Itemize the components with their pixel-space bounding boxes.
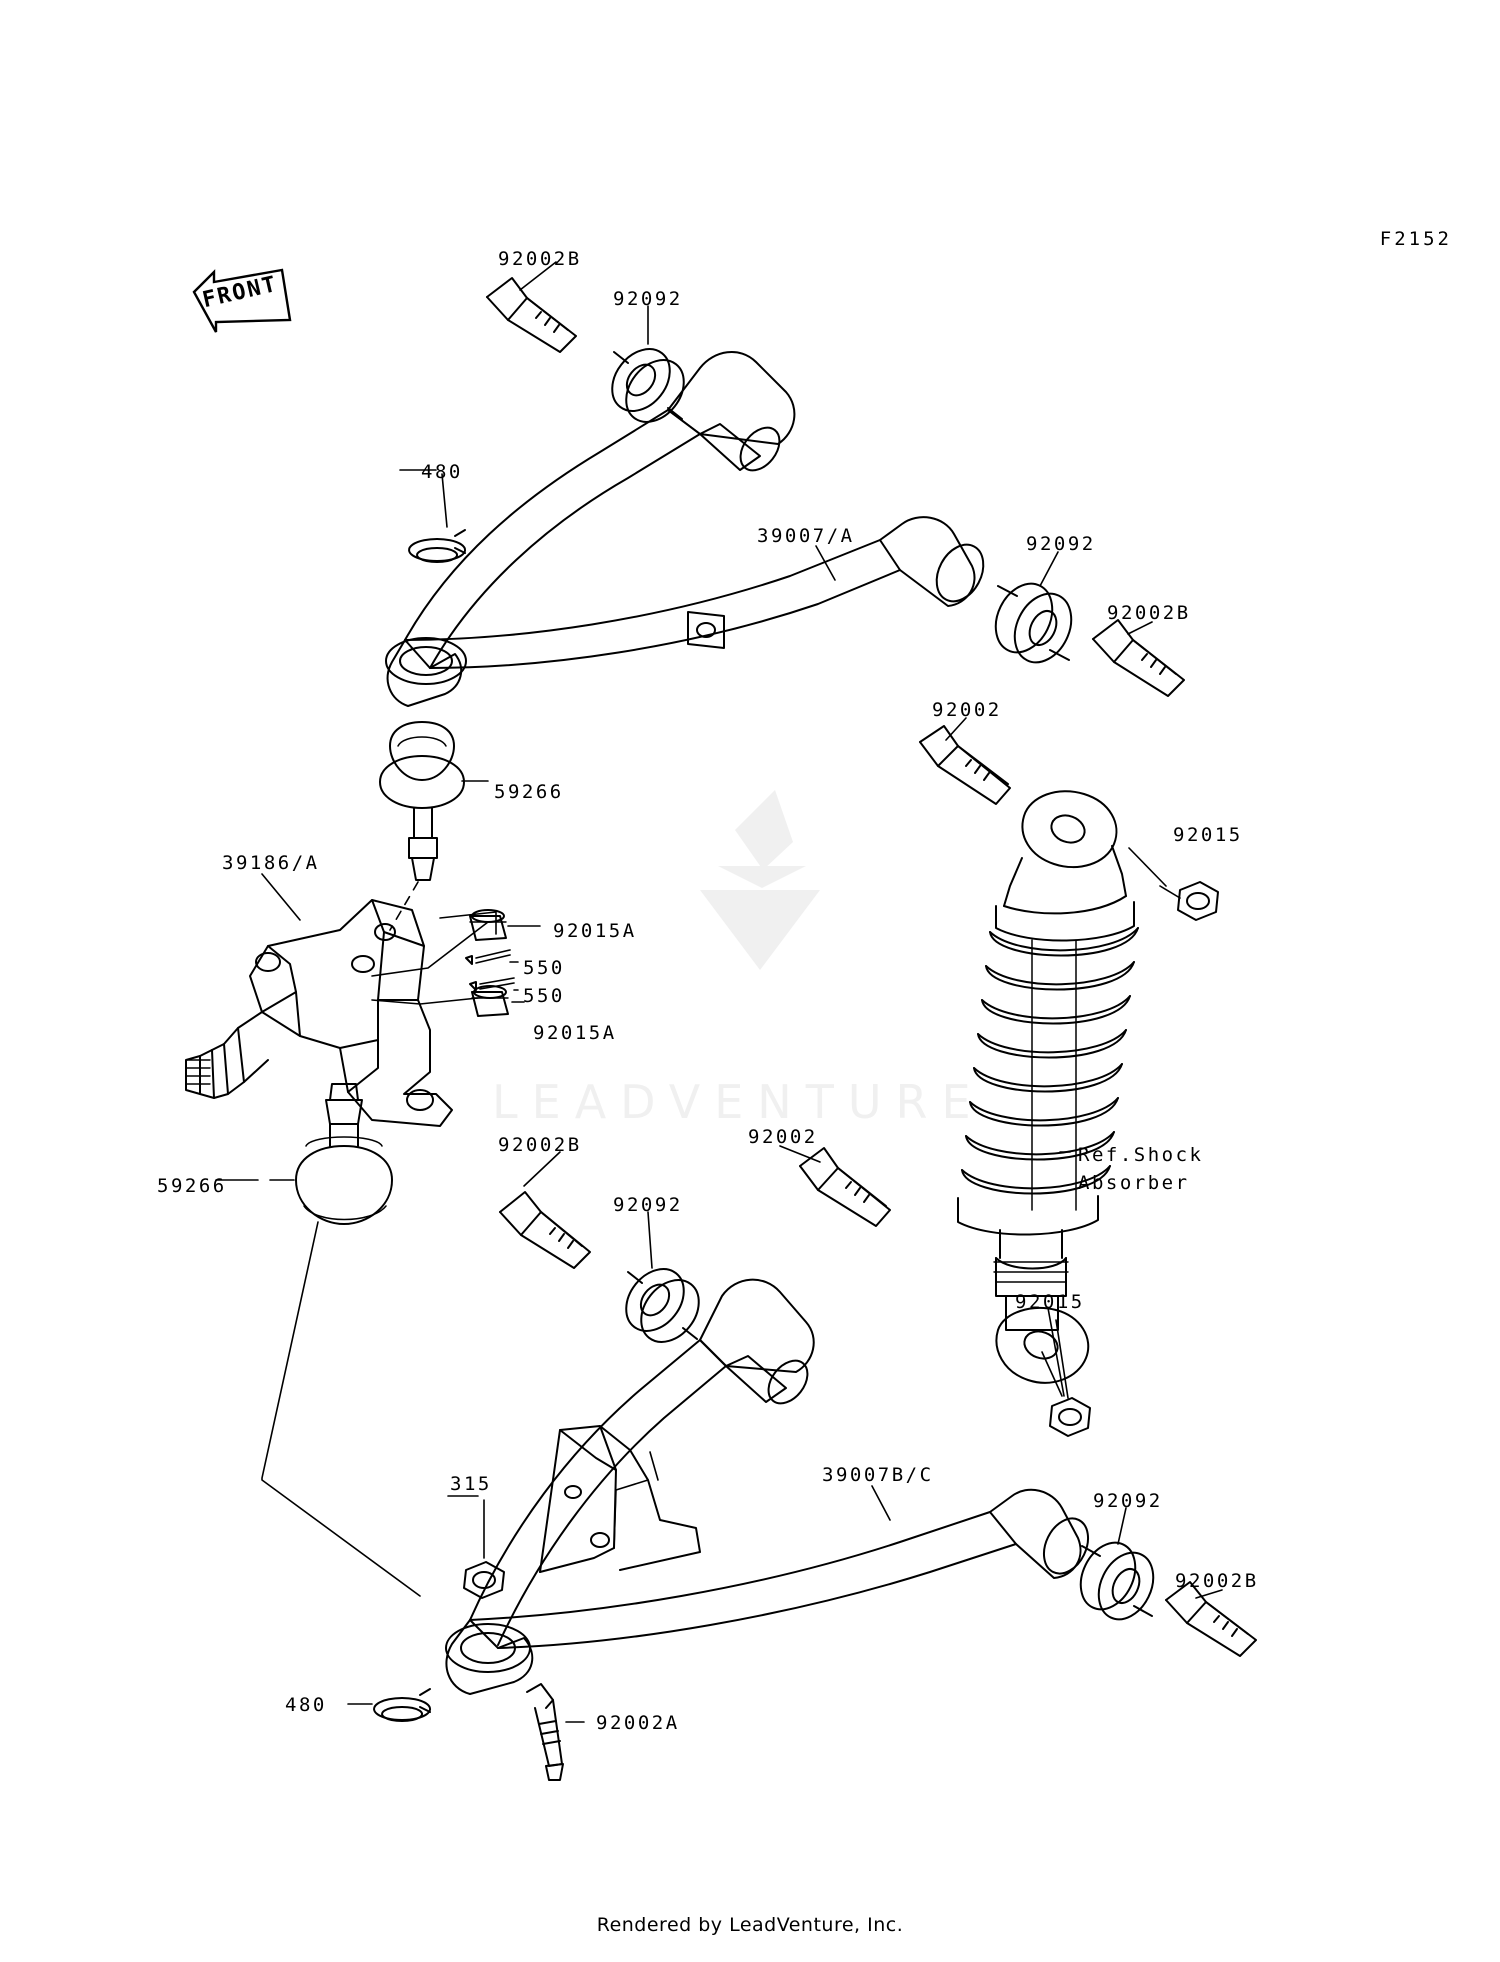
callout-550-lower: 550 [523,985,565,1007]
svg-text:LEADVENTURE: LEADVENTURE [492,1075,985,1129]
callout-39186-knuckle: 39186/A [222,852,320,874]
front-badge-label: FRONT [200,271,281,314]
callout-92002-shock-top: 92002 [932,699,1002,721]
callout-480-lower: 480 [285,1694,327,1716]
callout-59266-lower-balljoint: 59266 [157,1175,227,1197]
callout-39007-upper-arm: 39007/A [757,525,855,547]
callout-ref-shock-absorber [1078,1142,1203,1197]
callout-39007BC-lower-arm: 39007B/C [822,1464,934,1486]
footer-credit: Rendered by LeadVenture, Inc. [596,1914,904,1936]
ref-shock-line2: Absorber [1078,1171,1190,1194]
callout-92015-shock-top: 92015 [1173,824,1243,846]
callout-59266-upper-balljoint: 59266 [494,781,564,803]
callout-315-nut: 315 [450,1473,492,1495]
callout-92002-shock-bottom: 92002 [748,1126,818,1148]
callout-550-upper: 550 [523,957,565,979]
callout-92002B-lower-rear: 92002B [1175,1570,1259,1592]
ref-shock-line1: Ref.Shock [1078,1144,1204,1166]
callout-92092-lower-front: 92092 [613,1194,683,1216]
figure-code: F2152 [1379,228,1452,250]
callout-92092-lower-rear: 92092 [1093,1490,1163,1512]
callout-92015-shock-bottom: 92015 [1015,1291,1085,1313]
callout-92092-upper-rear: 92092 [1026,533,1096,555]
callout-92002A-bolt: 92002A [596,1712,680,1734]
callout-92002B-upper-front: 92002B [498,248,582,270]
callout-480-upper: 480 [421,461,463,483]
callout-92015A-upper: 92015A [553,920,637,942]
callout-92092-upper-front: 92092 [613,288,683,310]
callout-92015A-lower: 92015A [533,1022,617,1044]
callout-92002B-lower-front: 92002B [498,1134,582,1156]
callout-92002B-upper-rear: 92002B [1107,602,1191,624]
